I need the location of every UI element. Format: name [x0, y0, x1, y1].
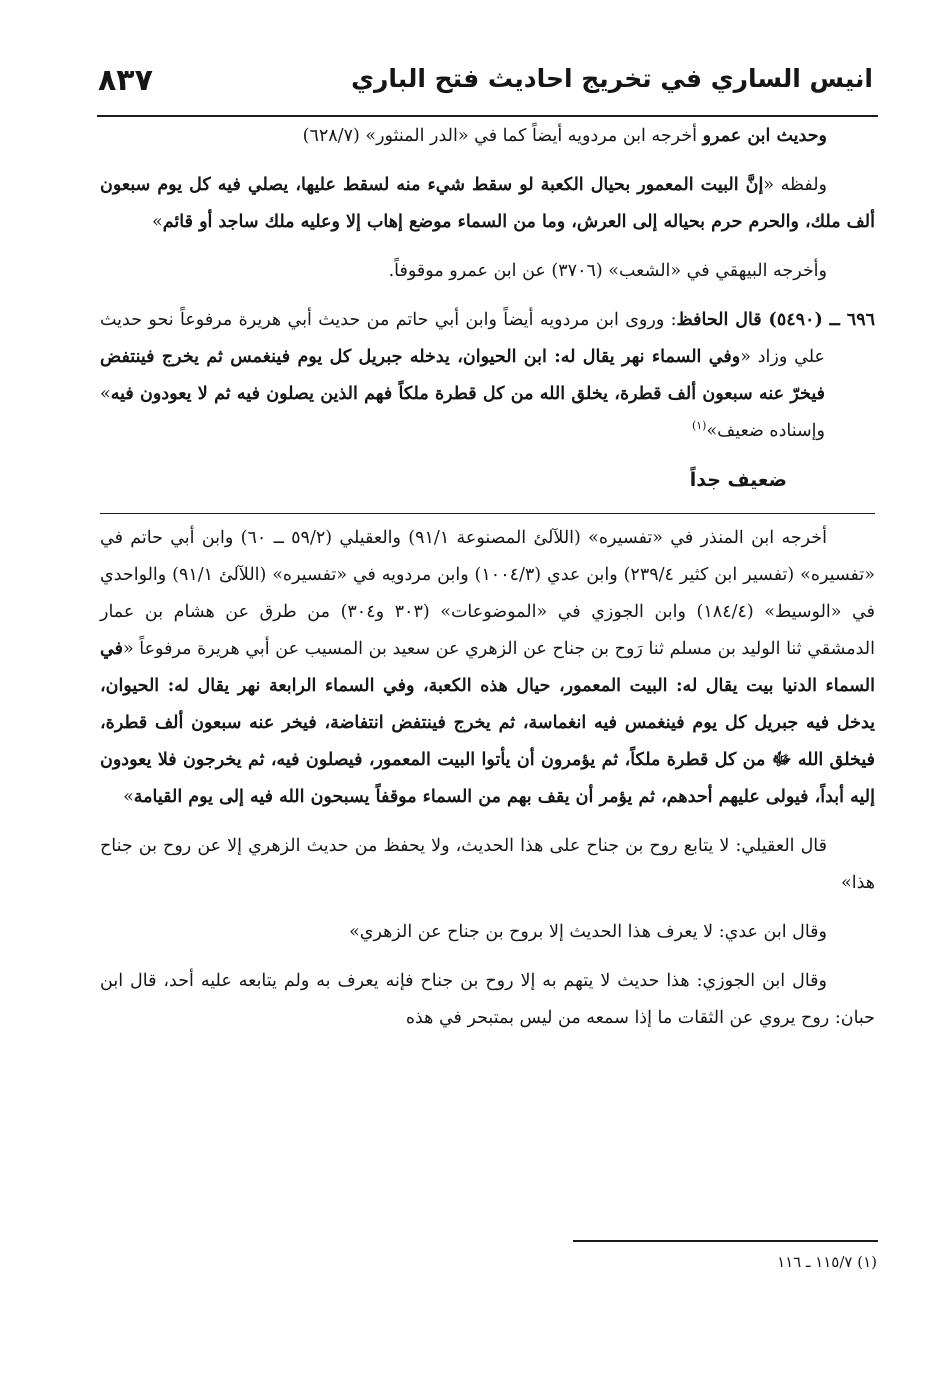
- footnote: (١) ١١٥/٧ ـ ١١٦: [777, 1253, 877, 1271]
- text-run: » وإسناده ضعيف»: [100, 384, 825, 441]
- hadith-text-bold: إنَّ البيت المعمور بحيال الكعبة لو سقط شيء منه لسقط عليها، يصلي فيه كل يوم سبعون ألف ملك، والحرم حرم بحياله إلى العرش، وما من السماء موضع إهاب إلا وعليه ملك ساجد أو قائم: [100, 175, 875, 232]
- header-rule: [97, 115, 878, 117]
- paragraph-ibn-adi: وقال ابن عدي: لا يعرف هذا الحديث إلا بروح بن جناح عن الزهري»: [349, 922, 827, 942]
- text-run: أخرجه ابن المنذر في «تفسيره» (اللآلئ المصنوعة ٩١/١) والعقيلي (٥٩/٢ ــ ٦٠) وابن أبي حاتم في «تفسيره» (تفسير ابن كثير ٢٣٩/٤) وابن عدي (١٠٠٤/٣) وابن مردويه في «تفسيره» (اللآلئ ٩١/١) والواحدي في «الوسيط» (١٨٤/٤) وابن الجوزي في «الموضوعات» (٣٠٣ و٣٠٤) من طرق عن هشام بن عمار الدمشقي ثنا الوليد بن مسلم ثنا رَوح بن جناح عن الزهري عن سعيد بن المسيب عن أبي هريرة مرفوعاً «: [100, 528, 876, 659]
- hadith-entry-696: [100, 302, 875, 450]
- paragraph-wording: [100, 167, 875, 241]
- paragraph-uqayli: قال العقيلي: لا يتابع روح بن جناح على هذا الحديث، ولا يحفظ من حديث الزهري إلا عن روح بن جناح هذا»: [100, 836, 875, 893]
- main-text: [100, 118, 875, 1049]
- text-run: »: [152, 212, 163, 232]
- bold-phrase: وحديث ابن عمرو: [702, 126, 827, 146]
- section-title: ضعيف جداً: [689, 469, 787, 491]
- hadith-number: ٦٩٦ ــ (٥٤٩٠) قال الحافظ: [676, 310, 875, 330]
- footnote-ref: (١): [691, 419, 707, 433]
- text-run: »: [123, 787, 134, 807]
- running-header-title: انيس الساري في تخريج احاديث فتح الباري: [351, 64, 873, 93]
- paragraph-bayhaqi: وأخرجه البيهقي في «الشعب» (٣٧٠٦) عن ابن عمرو موقوفاً.: [388, 261, 827, 281]
- paragraph-ibn-amr: [100, 118, 875, 155]
- text-run: ولفظه «: [763, 175, 827, 195]
- hadith-text-bold: في السماء الدنيا بيت يقال له: البيت المعمور، حيال هذه الكعبة، وفي السماء الرابعة نهر يقال له: الحيوان، يدخل فيه جبريل كل يوم فينغمس فيه انغماسة، ثم يخرج فينتفض انتفاضة، فيخر عنه سبعون ألف قطرة، فيخلق الله ﷻ من كل قطرة ملكاً، ثم يؤمرون أن يأتوا البيت المعمور، فيصلون فيه، ثم يخرجون فلا يعودون إليه أبداً، فيولى عليهم أحدهم، ثم يؤمر أن يقف بهم من السماء موقفاً يسبحون الله فيه إلى يوم القيامة: [100, 639, 875, 807]
- section-rule: [100, 513, 875, 514]
- page-number: ٨٣٧: [98, 63, 153, 98]
- paragraph-ibn-jawzi: وقال ابن الجوزي: هذا حديث لا يتهم به إلا روح بن جناح فإنه يعرف به ولم يتابعه عليه أحد، قال ابن حبان: روح يروي عن الثقات ما إذا سمعه من ليس بمتبحر في هذه: [100, 971, 875, 1028]
- text-run: أخرجه ابن مردويه أيضاً كما في «الدر المنثور» (٦٢٨/٧): [302, 126, 703, 146]
- footnote-rule: [573, 1240, 878, 1242]
- paragraph-takhrij: [100, 520, 875, 816]
- text-run: : وروى ابن مردويه أيضاً وابن أبي حاتم من حديث أبي هريرة مرفوعاً نحو حديث علي وزاد «: [100, 310, 825, 367]
- hadith-text-bold: وفي السماء نهر يقال له: ابن الحيوان، يدخله جبريل كل يوم فينغمس ثم يخرج فينتفض فيخرّ عنه سبعون ألف قطرة، يخلق الله من كل قطرة ملكاً فهم الذين يصلون فيه ثم لا يعودون فيه: [100, 347, 825, 404]
